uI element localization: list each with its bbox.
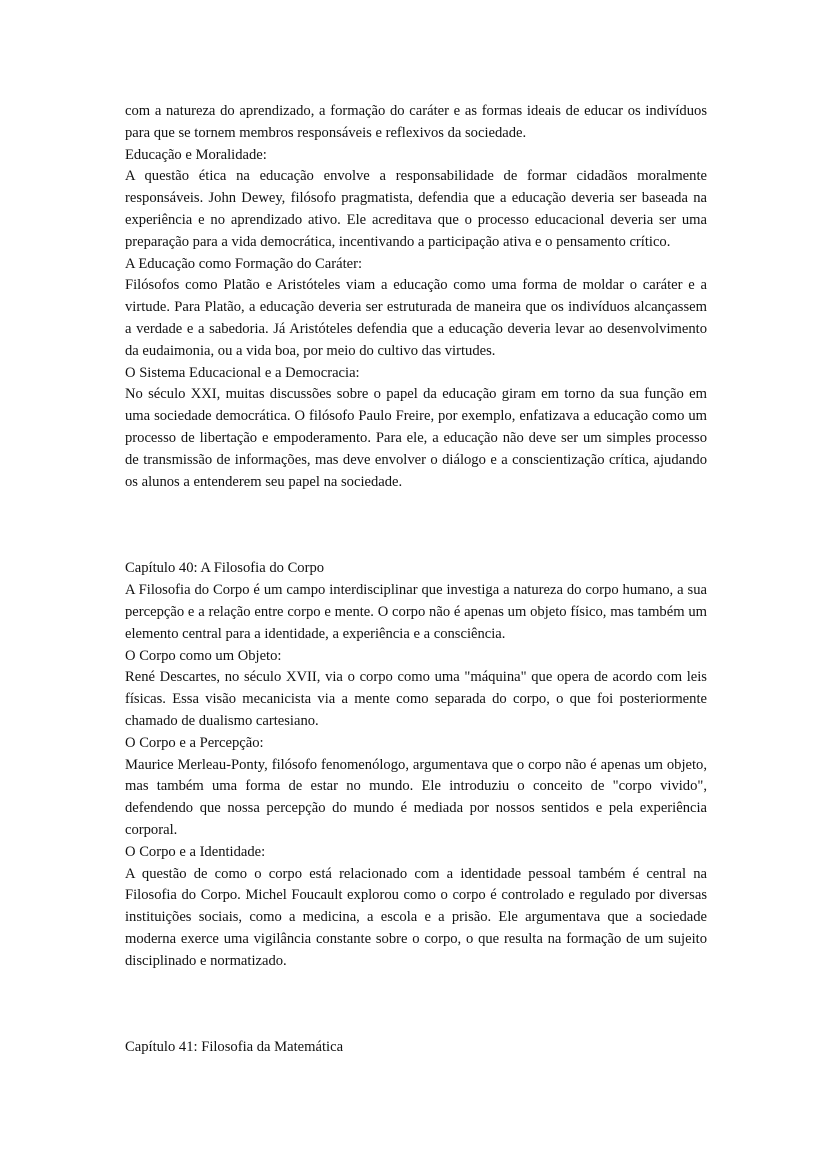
heading-educacao-moralidade: Educação e Moralidade: xyxy=(125,146,267,163)
paragraph-merleau-ponty: Maurice Merleau-Ponty, filósofo fenomenólogo, argumentava que o corpo não é apenas um objeto, mas também uma forma de estar no mundo. Ele introduziu o conceito de "corpo vivido", defendendo que nossa percepção do mundo é mediada por nossos sentidos e pela experiência corporal. xyxy=(125,756,707,838)
heading-corpo-identidade: O Corpo e a Identidade: xyxy=(125,843,266,860)
paragraph-foucault: A questão de como o corpo está relacionado com a identidade pessoal também é central na Filosofia do Corpo. Michel Foucault explorou como o corpo é controlado e regulado por diversas instituições sociais, como a medicina, a escola e a prisão. Ele argumentava que a sociedade moderna exerce uma vigilância constante sobre o corpo, o que resulta na formação de um sujeito disciplinado e normatizado. xyxy=(125,865,707,969)
heading-formacao-carater: A Educação como Formação do Caráter: xyxy=(125,255,363,272)
section-gap xyxy=(125,972,707,1037)
heading-sistema-educacional: O Sistema Educacional e a Democracia: xyxy=(125,364,360,381)
paragraph-platao-aristoteles: Filósofos como Platão e Aristóteles viam a educação como uma forma de moldar o caráter e a virtude. Para Platão, a educação deveria ser estruturada de maneira que os indivíduos alcançassem a verdade e a sabedoria. Já Aristóteles defendia que a educação deveria levar ao desenvolvimento da eudaimonia, ou a vida boa, por meio do cultivo das virtudes. xyxy=(125,277,707,359)
chapter-title-40: Capítulo 40: A Filosofia do Corpo xyxy=(125,560,325,577)
paragraph-paulo-freire: No século XXI, muitas discussões sobre o papel da educação giram em torno da sua função em uma sociedade democrática. O filósofo Paulo Freire, por exemplo, enfatizava a educação como um processo de libertação e empoderamento. Para ele, a educação não deve ser um simples processo de transmissão de informações, mas deve envolver o diálogo e a conscientização crítica, ajudando os alunos a entenderem seu papel na sociedade. xyxy=(125,386,707,490)
heading-corpo-objeto: O Corpo como um Objeto: xyxy=(125,647,282,664)
paragraph-dewey: A questão ética na educação envolve a responsabilidade de formar cidadãos moralmente responsáveis. John Dewey, filósofo pragmatista, defendia que a educação deveria ser baseada na experiência e no aprendizado ativo. Ele acreditava que o processo educacional deveria ser uma preparação para a vida democrática, incentivando a participação ativa e o pensamento crítico. xyxy=(125,168,707,250)
paragraph-filosofia-corpo-intro: A Filosofia do Corpo é um campo interdisciplinar que investiga a natureza do corpo humano, a sua percepção e a relação entre corpo e mente. O corpo não é apenas um objeto físico, mas também um elemento central para a identidade, a experiência e a consciência. xyxy=(125,582,707,642)
paragraph-education-nature: com a natureza do aprendizado, a formação do caráter e as formas ideais de educar os indivíduos para que se tornem membros responsáveis e reflexivos da sociedade. xyxy=(125,103,707,141)
chapter-title-41: Capítulo 41: Filosofia da Matemática xyxy=(125,1039,344,1056)
heading-corpo-percepcao: O Corpo e a Percepção: xyxy=(125,734,264,751)
paragraph-descartes: René Descartes, no século XVII, via o corpo como uma "máquina" que opera de acordo com leis físicas. Essa visão mecanicista via a mente como separada do corpo, o que foi posteriormente chamado de dualismo cartesiano. xyxy=(125,669,707,729)
section-gap xyxy=(125,493,707,558)
document-page xyxy=(125,101,707,1059)
